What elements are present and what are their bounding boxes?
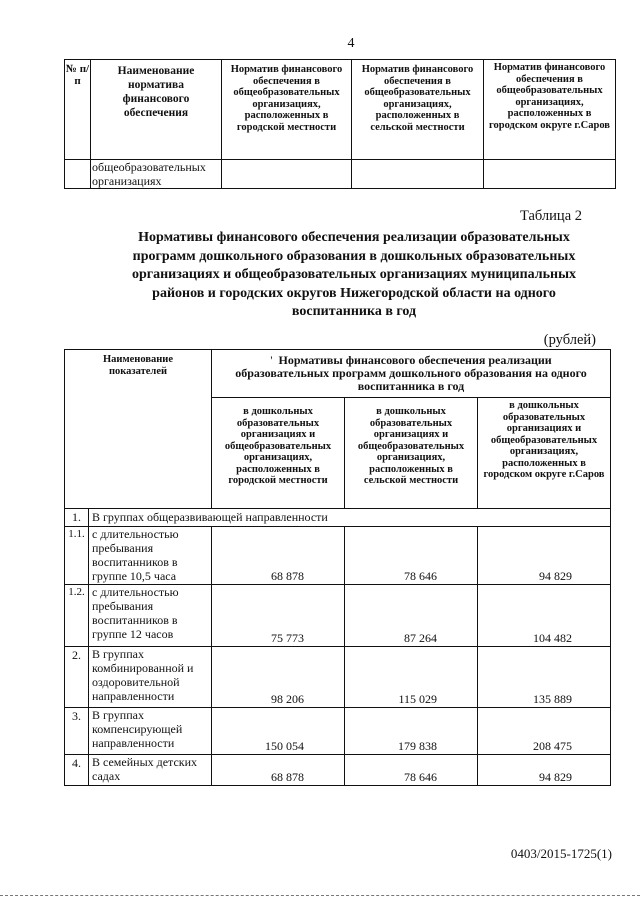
- table-title: Нормативы финансового обеспечения реализации образовательных программ дошкольного образования в дошкольных образовательных организациях и общеобразовательных организациях муниципальных районов и городских округов Нижегородской области на одного воспитанника в год: [131, 230, 577, 319]
- t2-header-group-text: Нормативы финансового обеспечения реализации образовательных программ дошкольного образования на одного воспитанника в год: [235, 353, 587, 393]
- t1-continuation-label: общеобразовательных организациях: [91, 160, 222, 189]
- table-2: [64, 349, 611, 786]
- value-rural: 78 646: [345, 527, 478, 585]
- value-rural: 87 264: [345, 585, 478, 647]
- t1-header-urban: Норматив финансового обеспечения в общеобразовательных организациях, расположенных в городской местности: [222, 60, 352, 160]
- t1-header-rural: Норматив финансового обеспечения в общеобразовательных организациях, расположенных в сельской местности: [352, 60, 484, 160]
- table-row: [65, 527, 611, 585]
- t2-header-sarov: в дошкольных образовательных организациях и общеобразовательных организациях, расположенных в городском округе г.Саров: [478, 398, 611, 509]
- value-sarov: 135 889: [478, 647, 611, 708]
- scan-edge-line: [0, 895, 640, 896]
- t1-header-num: № п/п: [65, 60, 91, 160]
- t1-header-sarov: Норматив финансового обеспечения в общеобразовательных организациях, расположенных в городском округе г.Саров: [484, 60, 616, 160]
- page-number: 4: [347, 36, 355, 51]
- table-caption: Таблица 2: [519, 208, 582, 224]
- t1-cell-empty: [352, 160, 484, 189]
- units-label: (рублей): [543, 332, 596, 348]
- t2-header-rural: в дошкольных образовательных организациях и общеобразовательных организациях, расположенных в сельской местности: [345, 398, 478, 509]
- table-row: [65, 755, 611, 786]
- value-urban: 150 054: [212, 708, 345, 755]
- row-num: 1.2.: [65, 585, 89, 647]
- value-urban: 75 773: [212, 585, 345, 647]
- value-urban: 68 878: [212, 527, 345, 585]
- t2-section-num: 1.: [65, 509, 89, 527]
- table-row: [65, 585, 611, 647]
- row-label: В семейных детских садах: [89, 755, 212, 786]
- table-row: [65, 708, 611, 755]
- document-code: 0403/2015-1725(1): [510, 846, 612, 861]
- t1-cell-empty: [222, 160, 352, 189]
- value-urban: 98 206: [212, 647, 345, 708]
- row-num: 1.1.: [65, 527, 89, 585]
- value-urban: 68 878: [212, 755, 345, 786]
- t2-header-group: [212, 350, 611, 398]
- value-sarov: 94 829: [478, 527, 611, 585]
- t2-header-indicators: Наименование показателей: [65, 350, 212, 509]
- t2-section-label: В группах общеразвивающей направленности: [89, 509, 611, 527]
- value-rural: 179 838: [345, 708, 478, 755]
- value-sarov: 208 475: [478, 708, 611, 755]
- t2-header-urban: в дошкольных образовательных организациях и общеобразовательных организациях, расположенных в городской местности: [212, 398, 345, 509]
- table-row: [65, 647, 611, 708]
- value-rural: 78 646: [345, 755, 478, 786]
- row-num: 3.: [65, 708, 89, 755]
- row-label: В группах компенсирующей направленности: [89, 708, 212, 755]
- table-1: [64, 59, 616, 189]
- row-num: 4.: [65, 755, 89, 786]
- value-sarov: 104 482: [478, 585, 611, 647]
- t1-header-name: Наименование норматива финансового обеспечения: [91, 60, 222, 160]
- value-rural: 115 029: [345, 647, 478, 708]
- t1-cell-empty: [484, 160, 616, 189]
- row-num: 2.: [65, 647, 89, 708]
- row-label: с длительностью пребывания воспитанников в группе 12 часов: [89, 585, 212, 647]
- t2-header-mark: ': [270, 353, 273, 367]
- row-label: В группах комбинированной и оздоровительной направленности: [89, 647, 212, 708]
- row-label: с длительностью пребывания воспитанников в группе 10,5 часа: [89, 527, 212, 585]
- t1-cell-empty: [65, 160, 91, 189]
- value-sarov: 94 829: [478, 755, 611, 786]
